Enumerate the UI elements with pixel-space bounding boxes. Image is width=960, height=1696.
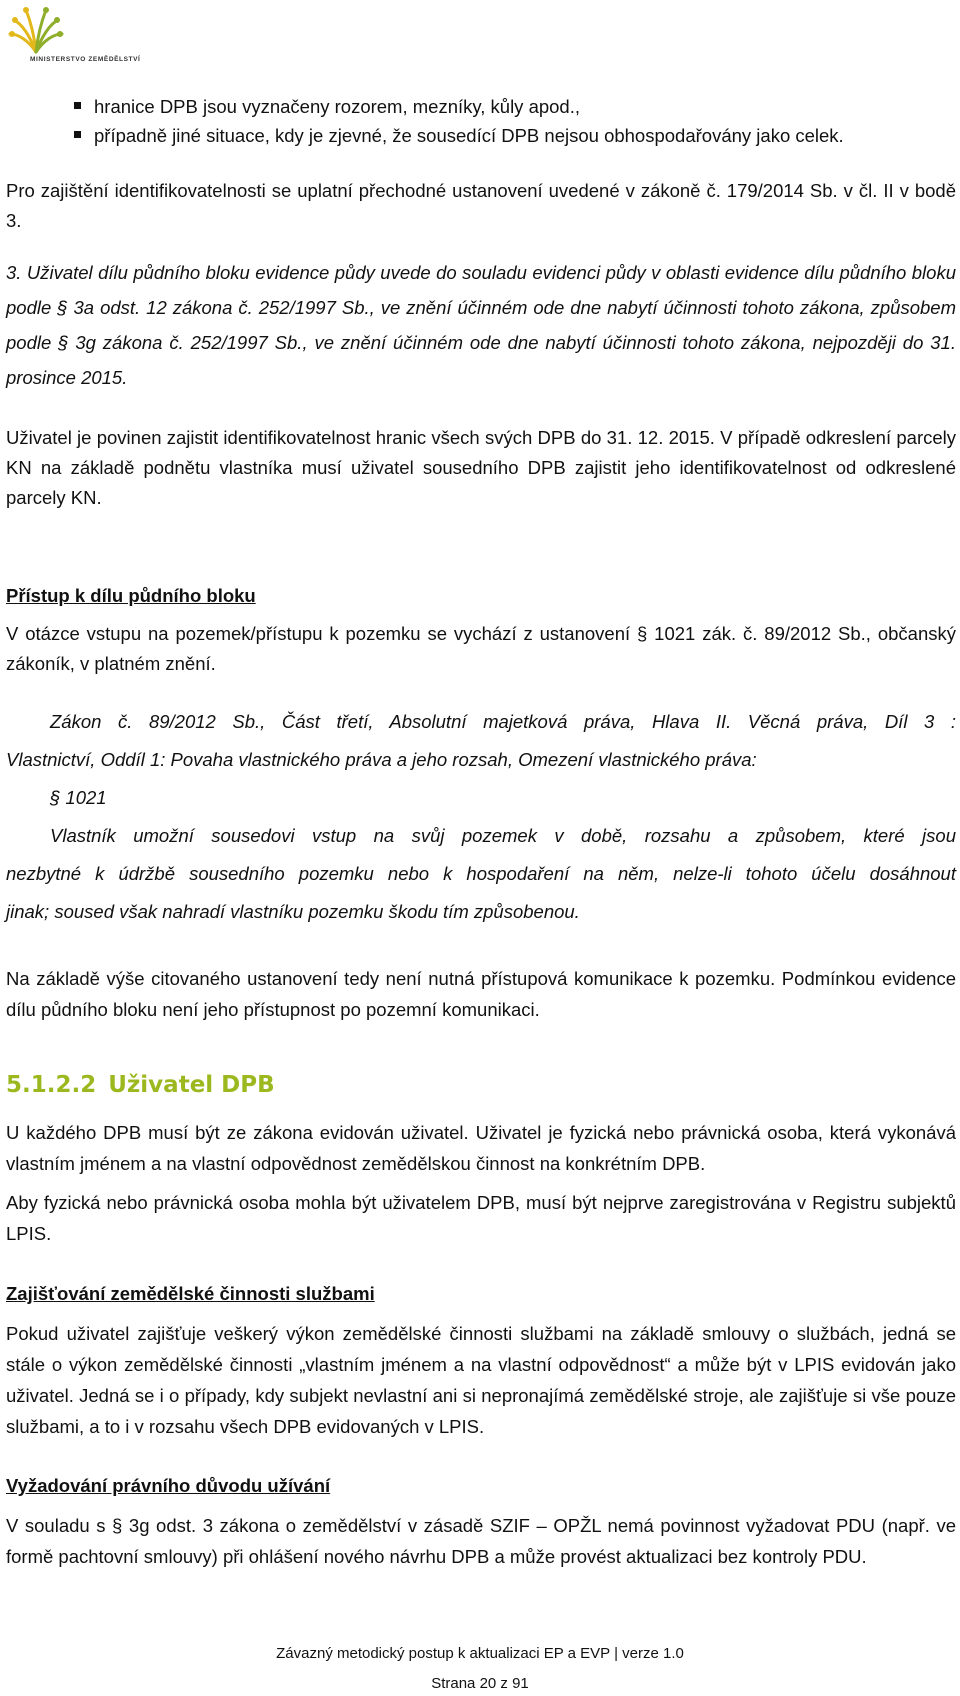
paragraph-conclusion: Na základě výše citovaného ustanovení tedy není nutná přístupová komunikace k pozemku. Podmínkou evidence dílu půdního bloku není jeho přístupnost po pozemní komunikaci.	[6, 968, 956, 1020]
paragraph-user: U každého DPB musí být ze zákona evidován uživatel. Uživatel je fyzická nebo právnická osoba, která vykonává vlastním jménem a na vlastní odpovědnost zemědělskou činnost na konkrétním DPB.	[6, 1122, 956, 1174]
law-text-line: jinak; soused však nahradí vlastníku pozemku škodu tím způsobenou.	[6, 901, 580, 922]
section-heading	[6, 1072, 275, 1098]
footer-page-number: Strana 20 z 91	[431, 1675, 529, 1692]
logo-text: MINISTERSTVO ZEMĚDĚLSTVÍ	[30, 56, 141, 63]
paragraph-user-registration: Aby fyzická nebo právnická osoba mohla být uživatelem DPB, musí být nejprve zaregistrována v Registru subjektů LPIS.	[6, 1192, 956, 1244]
square-bullet-icon	[74, 102, 81, 109]
paragraph-legal-reason: V souladu s § 3g odst. 3 zákona o zemědělství v zásadě SZIF – OPŽL nemá povinnost vyžadovat PDU (např. ve formě pachtovní smlouvy) při ohlášení nového návrhu DPB a může provést aktualizaci bez kontroly PDU.	[6, 1515, 956, 1567]
heading-services: Zajišťování zemědělské činnosti službami	[6, 1283, 375, 1304]
list-item-text: hranice DPB jsou vyznačeny rozorem, mezníky, kůly apod.,	[94, 96, 581, 117]
heading-access: Přístup k dílu půdního bloku	[6, 585, 256, 606]
heading-legal-reason: Vyžadování právního důvodu užívání	[6, 1475, 331, 1496]
list-item-text: případně jiné situace, kdy je zjevné, že sousedící DPB nejsou obhospodařovány jako celek.	[94, 125, 844, 146]
wheat-emblem-icon	[6, 4, 66, 56]
footer-document-title: Závazný metodický postup k aktualizaci EP a EVP | verze 1.0	[276, 1645, 684, 1662]
square-bullet-icon	[74, 131, 81, 138]
paragraph-transition: Pro zajištění identifikovatelnosti se uplatní přechodné ustanovení uvedené v zákoně č. 179/2014 Sb. v čl. II v bodě 3.	[6, 180, 956, 231]
law-text-line: Vlastník umožní sousedovi vstup na svůj pozemek v době, rozsahu a způsobem, které jsou	[50, 825, 956, 846]
paragraph-access: V otázce vstupu na pozemek/přístupu k pozemku se vychází z ustanovení § 1021 zák. č. 89/2012 Sb., občanský zákoník, v platném znění.	[6, 623, 956, 674]
paragraph-services: Pokud uživatel zajišťuje veškerý výkon zemědělské činnosti službami na základě smlouvy o službách, jedná se stále o výkon zemědělské činnosti „vlastním jménem a na vlastní odpovědnost“ a může být v LPIS evidován jako uživatel. Jedná se i o případy, kdy subjekt nevlastní ani si nepronajímá zemědělské stroje, ale zajišťuje si vše pouze službami, a to i v rozsahu všech DPB evidovaných v LPIS.	[6, 1323, 956, 1437]
law-reference-line: Vlastnictví, Oddíl 1: Povaha vlastnického práva a jeho rozsah, Omezení vlastnického práva:	[6, 749, 757, 770]
law-text-line: nezbytné k údržbě sousedního pozemku nebo k hospodaření na něm, nelze-li tohoto účelu dosáhnout	[6, 863, 956, 884]
list-item	[94, 92, 956, 121]
section-number: 5.1.2.2	[6, 1072, 97, 1098]
paragraph-obligation: Uživatel je povinen zajistit identifikovatelnost hranic všech svých DPB do 31. 12. 2015. V případě odkreslení parcely KN na základě podnětu vlastníka musí uživatel sousedního DPB zajistit jeho identifikovatelnost od odkreslené parcely KN.	[6, 427, 956, 508]
quoted-provision: 3. Uživatel dílu půdního bloku evidence půdy uvede do souladu evidenci půdy v oblasti evidence dílu půdního bloku podle § 3a odst. 12 zákona č. 252/1997 Sb., ve znění účinném ode dne nabytí účinnosti tohoto zákona, způsobem podle § 3g zákona č. 252/1997 Sb., ve znění účinném ode dne nabytí účinnosti tohoto zákona, nejpozději do 31. prosince 2015.	[6, 262, 956, 388]
ministry-logo	[6, 4, 156, 68]
list-item	[94, 121, 956, 150]
law-paragraph-number: § 1021	[50, 787, 107, 808]
law-reference-line: Zákon č. 89/2012 Sb., Část třetí, Absolutní majetková práva, Hlava II. Věcná práva, Díl 3 :	[50, 711, 956, 732]
section-title: Uživatel DPB	[108, 1072, 275, 1098]
